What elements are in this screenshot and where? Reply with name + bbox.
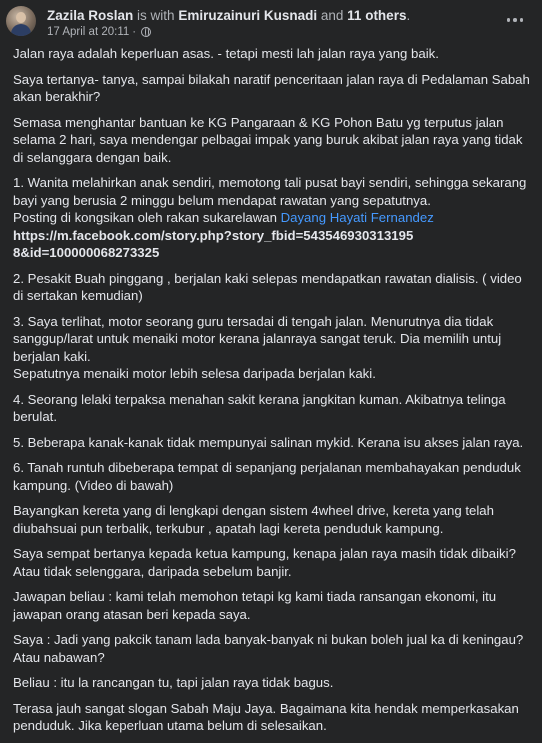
post-paragraph-point-3 <box>13 313 533 383</box>
more-options-icon-dot <box>513 18 517 22</box>
post-paragraph: 6. Tanah runtuh dibeberapa tempat di sepanjang perjalanan membahayakan penduduk kampung. (Video di bawah) <box>13 460 521 493</box>
post-body <box>13 45 533 743</box>
post-paragraph: Terasa jauh sangat slogan Sabah Maju Jaya. Bagaimana kita hendak memperkasakan penduduk. Jika keperluan utama belum di selesaikan. <box>13 700 519 733</box>
author-line-period: . <box>406 8 411 23</box>
tagged-person[interactable]: Emiruzainuri Kusnadi <box>178 8 318 23</box>
post-paragraph-point-1 <box>13 174 533 262</box>
tagged-others-link[interactable]: 11 others <box>347 8 407 23</box>
share-prefix: Posting di kongsikan oleh rakan sukarelawan <box>13 210 277 225</box>
post-paragraph: Jalan raya adalah keperluan asas. - tetapi mesti lah jalan raya yang baik. <box>13 46 439 61</box>
post-paragraph: Saya tertanya- tanya, sampai bilakah naratif penceritaan jalan raya di Pedalaman Sabah akan berakhir? <box>13 71 530 104</box>
post-paragraph: 5. Beberapa kanak-kanak tidak mempunyai salinan mykid. Kerana isu akses jalan raya. <box>13 434 524 450</box>
post-meta <box>47 25 151 39</box>
post-header <box>0 0 542 44</box>
post-paragraph: Saya : Jadi yang pakcik tanam lada banyak-banyak ni bukan boleh jual ka di keningau? Atau nabawan? <box>13 632 524 665</box>
share-name-link[interactable]: Dayang Hayati Fernandez <box>280 210 434 225</box>
author-avatar[interactable] <box>6 6 36 36</box>
post-timestamp[interactable]: 17 April at 20:11 <box>47 26 130 38</box>
point-3-text-2: Sepatutnya menaiki motor lebih selesa daripada berjalan kaki. <box>13 366 376 381</box>
more-options-button[interactable] <box>502 10 528 30</box>
more-options-icon <box>507 18 511 22</box>
avatar-head-shape <box>16 12 26 23</box>
post-paragraph: 2. Pesakit Buah pinggang , berjalan kaki selepas mendapatkan rawatan dialisis. ( video di sertakan kemudian) <box>13 270 522 303</box>
post-paragraph: 4. Seorang lelaki terpaksa menahan sakit kerana jangkitan kuman. Akibatnya telinga berulat. <box>13 391 506 424</box>
story-url-link[interactable]: https://m.facebook.com/story.php?story_fbid=543546930313195​8&id=100000068273325 <box>13 227 414 260</box>
post-paragraph: Bayangkan kereta yang di lengkapi dengan sistem 4wheel drive, kereta yang telah diubahsuai pun terbalik, terkubur , apatah lagi kereta penduduk kampung. <box>13 503 494 536</box>
avatar-body-shape <box>11 24 31 36</box>
author-name[interactable]: Zazila Roslan <box>47 8 134 23</box>
point-1-text: 1. Wanita melahirkan anak sendiri, memotong tali pusat bayi sendiri, sehingga sekarang bayi yang berusia 2 minggu belum mendapat rawatan yang sepatutnya. <box>13 175 527 208</box>
more-options-icon-dot <box>520 18 524 22</box>
with-text: is with <box>137 8 175 23</box>
post-paragraph: Beliau : itu la rancangan tu, tapi jalan raya tidak bagus. <box>13 675 334 690</box>
post-paragraph: Jawapan beliau : kami telah memohon tetapi kg kami tiada ransangan ekonomi, itu jawapan orang atasan beri kepada saya. <box>13 589 497 622</box>
point-3-text: 3. Saya terlihat, motor seorang guru tersadai di tengah jalan. Menurutnya dia tidak sanggup/larat untuk menaiki motor kerana jalanraya sangat teruk. Dia memilih untuj berjalan kaki. <box>13 313 502 364</box>
post-paragraph: Saya sempat bertanya kepada ketua kampung, kenapa jalan raya masih tidak dibaiki? Atau tidak selenggara, daripada sebelum banjir. <box>13 546 516 579</box>
meta-separator: · <box>132 26 137 38</box>
post-paragraph: Semasa menghantar bantuan ke KG Pangaraan & KG Pohon Batu yg terputus jalan selama 2 hari, saya mendengar pelbagai impak yang buruk akibat jalan raya yang tidak di selanggara dengan baik. <box>13 114 523 165</box>
and-text: and <box>320 8 344 23</box>
author-line <box>47 7 410 25</box>
globe-icon[interactable] <box>141 27 151 37</box>
